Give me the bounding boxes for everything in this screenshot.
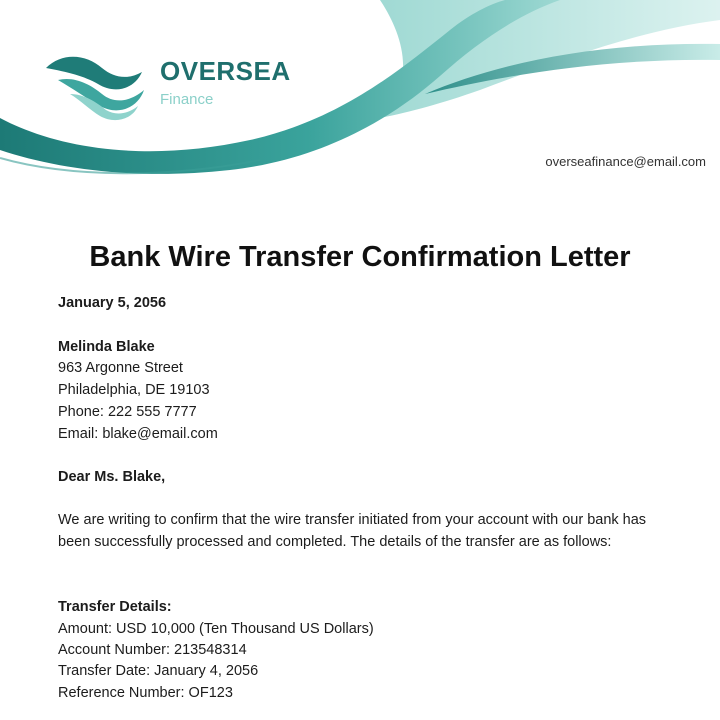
recipient-phone: Phone: 222 555 7777 xyxy=(58,404,197,420)
transfer-details-heading: Transfer Details: xyxy=(58,599,172,615)
brand-subtitle: Finance xyxy=(160,91,214,108)
brand-name: OVERSEA xyxy=(160,56,291,86)
letter-title: Bank Wire Transfer Confirmation Letter xyxy=(89,241,631,273)
brand-block xyxy=(44,50,304,122)
transfer-amount: Amount: USD 10,000 (Ten Thousand US Dollars) xyxy=(58,621,374,637)
letter-date: January 5, 2056 xyxy=(58,295,167,311)
body-paragraph: We are writing to confirm that the wire transfer initiated from your account with our bank has been successfully processed and completed. The details of the transfer are as follows: xyxy=(58,512,647,550)
recipient-city: Philadelphia, DE 19103 xyxy=(58,382,210,398)
recipient-street: 963 Argonne Street xyxy=(58,360,183,376)
recipient-name: Melinda Blake xyxy=(58,339,155,355)
transfer-reference: Reference Number: OF123 xyxy=(58,685,233,701)
oversea-logo-icon xyxy=(44,50,152,122)
salutation: Dear Ms. Blake, xyxy=(58,469,166,485)
recipient-email: Email: blake@email.com xyxy=(58,426,218,442)
transfer-date: Transfer Date: January 4, 2056 xyxy=(58,663,259,679)
company-email[interactable]: overseafinance@email.com xyxy=(545,154,706,169)
transfer-account-number: Account Number: 213548314 xyxy=(58,642,247,658)
